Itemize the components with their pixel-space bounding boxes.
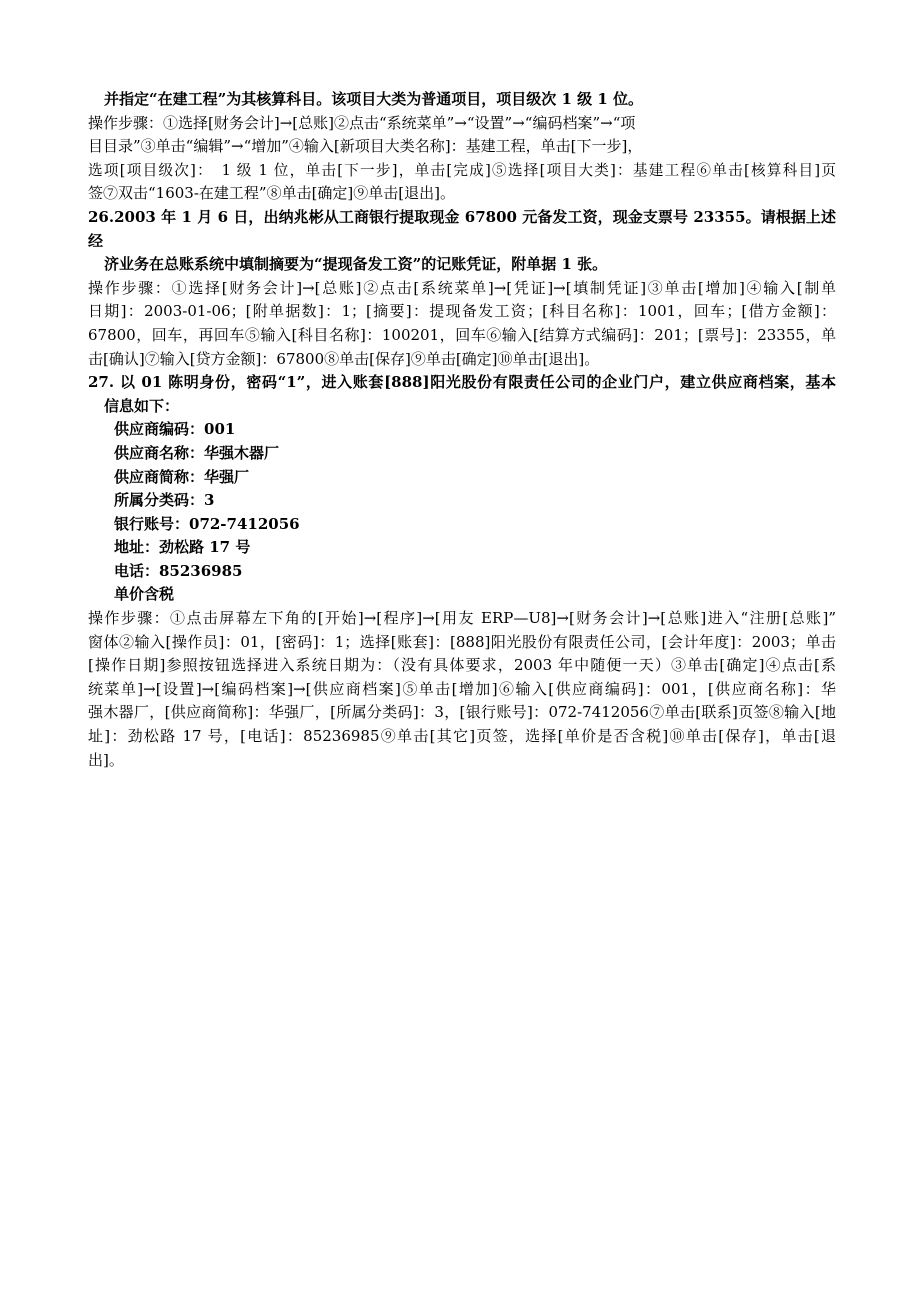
- q27-steps-line-6: 址]：劲松路 17 号，[电话]：85236985⑨单击[其它]页签，选择[单价是否含税]⑩单击[保存]，单击[退: [88, 727, 836, 746]
- q27-info-supplier-name: 供应商名称：华强木器厂: [114, 443, 280, 462]
- q27-info-category-code: 所属分类码：3: [114, 491, 215, 510]
- q27-steps-line-4: 统菜单]→[设置]→[编码档案]→[供应商档案]⑤单击[增加]⑥输入[供应商编码]：001，[供应商名称]：华: [88, 679, 836, 698]
- q27-statement-line-1: 27. 以 01 陈明身份，密码“1”，进入账套[888]阳光股份有限责任公司的企业门户，建立供应商档案，基本: [88, 373, 836, 392]
- document-page: [88, 88, 836, 772]
- q26-steps-line-3: 67800，回车，再回车⑤输入[科目名称]：100201，回车⑥输入[结算方式编码]：201；[票号]：23355，单: [88, 325, 836, 344]
- q27-info-supplier-code: 供应商编码：001: [114, 420, 236, 439]
- q27-steps-line-7: 出]。: [88, 750, 124, 769]
- q27-info-bank-account: 银行账号：072-7412056: [114, 514, 300, 533]
- q27-steps-line-5: 强木器厂，[供应商简称]：华强厂，[所属分类码]：3，[银行账号]：072-7412056⑦单击[联系]页签⑧输入[地: [88, 703, 836, 722]
- q26-statement-line-1: 26.2003 年 1 月 6 日，出纳兆彬从工商银行提取现金 67800 元备发工资，现金支票号 23355。请根据上述经: [88, 207, 836, 250]
- q27-info-supplier-short-name: 供应商简称：华强厂: [114, 467, 250, 486]
- q27-statement-line-2: 信息如下：: [104, 396, 180, 415]
- q25-steps-line-3: 选项[项目级次]： 1 级 1 位，单击[下一步]，单击[完成]⑤选择[项目大类]：基建工程⑥单击[核算科目]页: [88, 161, 836, 179]
- q27-info-tax-included: 单价含税: [114, 585, 175, 604]
- q26-steps-line-2: 日期]：2003-01-06；[附单据数]：1；[摘要]：提现备发工资；[科目名称]：1001，回车；[借方金额]：: [88, 302, 836, 321]
- q26-statement-line-2: 济业务在总账系统中填制摘要为“提现备发工资”的记账凭证，附单据 1 张。: [104, 255, 608, 274]
- q25-steps-line-4: 签⑦双击“1603-在建工程”⑧单击[确定]⑨单击[退出]。: [88, 184, 455, 203]
- q27-steps-line-3: [操作日期]参照按钮选择进入系统日期为：（没有具体要求，2003 年中随便一天）③单击[确定]④点击[系: [88, 656, 836, 675]
- q26-steps-line-4: 击[确认]⑦输入[贷方金额]：67800⑧单击[保存]⑨单击[确定]⑩单击[退出]。: [88, 349, 600, 368]
- q27-info-phone: 电话：85236985: [114, 561, 243, 580]
- q27-steps-line-2: 窗体②输入[操作员]：01，[密码]：1；选择[账套]：[888]阳光股份有限责任公司，[会计年度]：2003；单击: [88, 632, 836, 651]
- q27-info-address: 地址：劲松路 17 号: [114, 538, 251, 557]
- q25-statement: 并指定“在建工程”为其核算科目。该项目大类为普通项目，项目级次 1 级 1 位。: [104, 90, 644, 108]
- q26-steps-line-1: 操作步骤：①选择[财务会计]→[总账]②点击[系统菜单]→[凭证]→[填制凭证]③单击[增加]④输入[制单: [88, 278, 836, 297]
- q25-steps-line-2: 目目录”③单击“编辑”→“增加”④输入[新项目大类名称]：基建工程，单击[下一步]，: [88, 137, 643, 156]
- q27-steps-line-1: 操作步骤：①点击屏幕左下角的[开始]→[程序]→[用友 ERP—U8]→[财务会计]→[总账]进入“注册[总账]”: [88, 609, 836, 628]
- q25-steps-line-1: 操作步骤：①选择[财务会计]→[总账]②点击“系统菜单”→“设置”→“编码档案”→“项: [88, 113, 636, 132]
